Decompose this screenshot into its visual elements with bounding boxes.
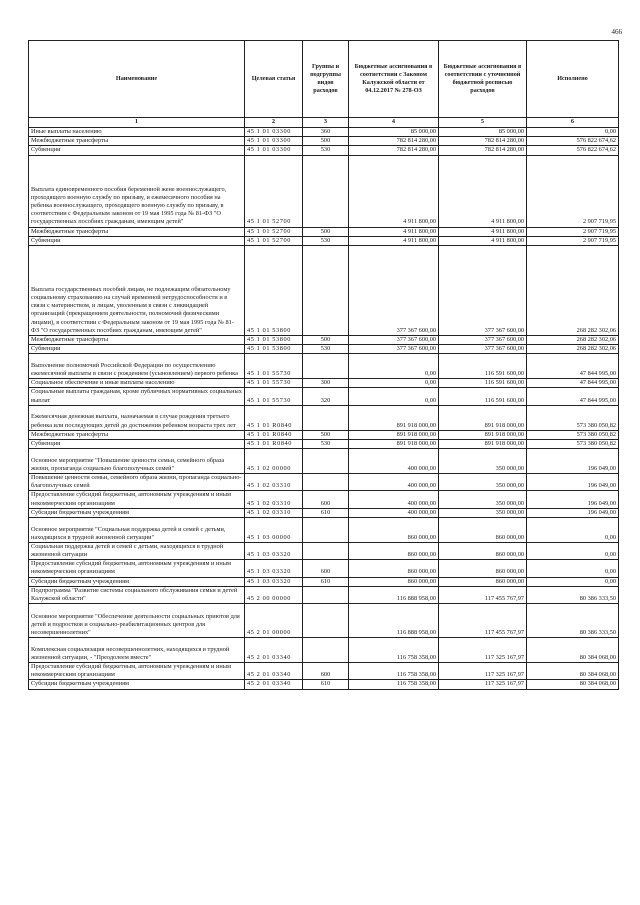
row-executed: 196 049,00 (527, 449, 619, 474)
row-expense-group (303, 604, 349, 638)
row-name: Выплата государственных пособий лицам, не подлежащим обязательному социальному страхованию на случай временной нетрудоспособности и в связи с материнством, и лицам, уволенным в связи с ликвидацией организаций (прекращением деятельности, полномочий физическими лицами), в соответствии с Федеральным законом от 19 мая 1995 года № 81-ФЗ "О государственных пособиях гражданам, имеющим детей" (29, 245, 245, 335)
row-name: Субсидии бюджетным учреждениям (29, 680, 245, 689)
row-roster-allocation: 891 918 000,00 (439, 430, 527, 439)
row-target-article: 45 1 01 R0840 (245, 430, 303, 439)
table-row (29, 449, 619, 474)
row-target-article: 45 1 02 03310 (245, 474, 303, 491)
table-row (29, 517, 619, 542)
row-target-article: 45 1 03 03320 (245, 560, 303, 577)
row-roster-allocation: 860 000,00 (439, 577, 527, 586)
row-roster-allocation: 350 000,00 (439, 491, 527, 508)
row-roster-allocation: 377 367 600,00 (439, 345, 527, 354)
row-roster-allocation: 860 000,00 (439, 542, 527, 559)
row-executed: 0,00 (527, 128, 619, 137)
row-law-allocation: 377 367 600,00 (349, 245, 439, 335)
row-roster-allocation: 377 367 600,00 (439, 245, 527, 335)
row-name: Выплата единовременного пособия беременной жене военнослужащего, проходящего военную службу по призыву, и ежемесячного пособия на ребенка военнослужащего, проходящего военную службу по призыву, в соответствии с Федеральным законом от 19 мая 1995 года № 81-ФЗ "О государственных пособиях гражданам, имеющим детей" (29, 155, 245, 227)
row-law-allocation: 116 758 358,00 (349, 663, 439, 680)
row-law-allocation: 860 000,00 (349, 577, 439, 586)
row-name: Социальное обеспечение и иные выплаты населению (29, 379, 245, 388)
row-law-allocation: 782 814 280,00 (349, 137, 439, 146)
row-name: Субсидии бюджетным учреждениям (29, 508, 245, 517)
row-name: Основное мероприятие "Обеспечение деятельности социальных приютов для детей и подростков и социально-реабилитационных центров для несовершеннолетних" (29, 604, 245, 638)
row-expense-group (303, 354, 349, 379)
column-number: 4 (349, 118, 439, 128)
table-row (29, 345, 619, 354)
row-target-article: 45 2 01 03340 (245, 638, 303, 663)
page-number: 466 (611, 28, 622, 36)
header-name: Наименование (29, 41, 245, 118)
row-target-article: 45 1 01 52700 (245, 236, 303, 245)
row-executed: 268 282 302,06 (527, 245, 619, 335)
row-expense-group: 530 (303, 146, 349, 155)
row-target-article: 45 1 01 R0840 (245, 439, 303, 448)
row-name: Межбюджетные трансферты (29, 430, 245, 439)
row-roster-allocation: 116 591 600,00 (439, 354, 527, 379)
row-roster-allocation: 4 911 800,00 (439, 236, 527, 245)
row-target-article: 45 1 03 03320 (245, 577, 303, 586)
row-name: Комплексная социализация несовершеннолетних, находящихся в трудной жизненной ситуации, - "Преодолеем вместе" (29, 638, 245, 663)
row-roster-allocation: 350 000,00 (439, 474, 527, 491)
row-expense-group: 360 (303, 128, 349, 137)
table-row (29, 560, 619, 577)
row-law-allocation: 400 000,00 (349, 491, 439, 508)
row-executed: 576 822 674,62 (527, 137, 619, 146)
row-name: Межбюджетные трансферты (29, 227, 245, 236)
row-expense-group (303, 449, 349, 474)
row-expense-group: 500 (303, 430, 349, 439)
row-executed: 47 844 995,00 (527, 388, 619, 405)
row-law-allocation: 891 918 000,00 (349, 405, 439, 430)
header-roster-allocation: Бюджетные ассигнования в соответствии с уточненной бюджетной росписью расходов (439, 41, 527, 118)
row-executed: 0,00 (527, 560, 619, 577)
row-roster-allocation: 891 918 000,00 (439, 439, 527, 448)
table-row (29, 405, 619, 430)
row-roster-allocation: 891 918 000,00 (439, 405, 527, 430)
row-expense-group: 610 (303, 680, 349, 689)
row-target-article: 45 1 01 R0840 (245, 405, 303, 430)
table-row (29, 335, 619, 344)
table-row (29, 146, 619, 155)
row-executed: 80 384 068,00 (527, 638, 619, 663)
row-law-allocation: 0,00 (349, 379, 439, 388)
row-target-article: 45 1 02 03310 (245, 491, 303, 508)
row-executed: 47 844 995,00 (527, 354, 619, 379)
row-executed: 0,00 (527, 517, 619, 542)
row-law-allocation: 116 758 358,00 (349, 680, 439, 689)
row-target-article: 45 1 01 03300 (245, 128, 303, 137)
row-roster-allocation: 116 591 600,00 (439, 379, 527, 388)
table-row (29, 638, 619, 663)
table-row (29, 439, 619, 448)
row-expense-group (303, 245, 349, 335)
row-target-article: 45 2 01 03340 (245, 680, 303, 689)
row-executed: 268 282 302,06 (527, 335, 619, 344)
row-law-allocation: 85 000,00 (349, 128, 439, 137)
row-target-article: 45 1 03 00000 (245, 517, 303, 542)
row-law-allocation: 116 758 358,00 (349, 638, 439, 663)
row-target-article: 45 1 01 53800 (245, 245, 303, 335)
row-law-allocation: 860 000,00 (349, 542, 439, 559)
row-target-article: 45 1 02 03310 (245, 508, 303, 517)
row-name: Субвенции (29, 345, 245, 354)
row-target-article: 45 1 01 53800 (245, 345, 303, 354)
row-roster-allocation: 377 367 600,00 (439, 335, 527, 344)
row-executed: 80 386 333,50 (527, 604, 619, 638)
row-executed: 576 822 674,62 (527, 146, 619, 155)
row-target-article: 45 2 01 03340 (245, 663, 303, 680)
row-expense-group (303, 474, 349, 491)
row-executed: 2 907 719,95 (527, 236, 619, 245)
table-row (29, 245, 619, 335)
row-target-article: 45 1 03 03320 (245, 542, 303, 559)
row-executed: 47 844 995,00 (527, 379, 619, 388)
row-executed: 80 384 068,00 (527, 663, 619, 680)
row-target-article: 45 1 01 55730 (245, 388, 303, 405)
row-name: Субвенции (29, 236, 245, 245)
header-expense-group: Группы и подгруппы видов расходов (303, 41, 349, 118)
row-roster-allocation: 117 325 167,97 (439, 680, 527, 689)
row-target-article: 45 1 01 52700 (245, 227, 303, 236)
row-expense-group: 320 (303, 388, 349, 405)
row-expense-group (303, 517, 349, 542)
row-expense-group: 500 (303, 137, 349, 146)
row-expense-group: 500 (303, 227, 349, 236)
row-law-allocation: 400 000,00 (349, 474, 439, 491)
table-row (29, 354, 619, 379)
row-executed: 0,00 (527, 577, 619, 586)
row-name: Иные выплаты населению (29, 128, 245, 137)
row-executed: 196 049,00 (527, 491, 619, 508)
row-target-article: 45 1 01 03300 (245, 146, 303, 155)
row-roster-allocation: 782 814 280,00 (439, 137, 527, 146)
row-name: Субсидии бюджетным учреждениям (29, 577, 245, 586)
row-name: Социальная поддержка детей и семей с детьми, находящихся в трудной жизненной ситуации (29, 542, 245, 559)
row-target-article: 45 1 01 55730 (245, 379, 303, 388)
row-name: Ежемесячная денежная выплата, назначаемая в случае рождения третьего ребенка или последующих детей до достижения ребенком возраста трех лет (29, 405, 245, 430)
row-target-article: 45 1 01 53800 (245, 335, 303, 344)
row-law-allocation: 4 911 800,00 (349, 227, 439, 236)
column-number: 1 (29, 118, 245, 128)
row-roster-allocation: 860 000,00 (439, 517, 527, 542)
row-roster-allocation: 117 455 767,97 (439, 604, 527, 638)
row-expense-group: 530 (303, 439, 349, 448)
row-executed: 0,00 (527, 542, 619, 559)
row-name: Субвенции (29, 439, 245, 448)
row-roster-allocation: 4 911 800,00 (439, 227, 527, 236)
row-law-allocation: 400 000,00 (349, 449, 439, 474)
table-row (29, 604, 619, 638)
row-law-allocation: 0,00 (349, 354, 439, 379)
table-row (29, 137, 619, 146)
row-law-allocation: 860 000,00 (349, 517, 439, 542)
row-target-article: 45 2 01 00000 (245, 604, 303, 638)
row-expense-group (303, 542, 349, 559)
table-row (29, 236, 619, 245)
row-name: Подпрограмма "Развитие системы социального обслуживания семьи и детей Калужской области" (29, 586, 245, 603)
row-name: Субвенции (29, 146, 245, 155)
row-expense-group (303, 405, 349, 430)
row-name: Социальные выплаты гражданам, кроме публичных нормативных социальных выплат (29, 388, 245, 405)
row-name: Выполнение полномочий Российской Федерации по осуществлению ежемесячной выплаты в связи с рождением (усыновлением) первого ребенка (29, 354, 245, 379)
column-number: 2 (245, 118, 303, 128)
row-target-article: 45 2 00 00000 (245, 586, 303, 603)
row-name: Межбюджетные трансферты (29, 137, 245, 146)
row-law-allocation: 377 367 600,00 (349, 335, 439, 344)
row-roster-allocation: 117 325 167,97 (439, 663, 527, 680)
row-expense-group: 600 (303, 491, 349, 508)
row-executed: 80 384 068,00 (527, 680, 619, 689)
row-expense-group: 300 (303, 379, 349, 388)
row-name: Межбюджетные трансферты (29, 335, 245, 344)
table-row (29, 663, 619, 680)
row-law-allocation: 4 911 800,00 (349, 155, 439, 227)
row-roster-allocation: 117 455 767,97 (439, 586, 527, 603)
row-roster-allocation: 117 325 167,97 (439, 638, 527, 663)
row-executed: 196 049,00 (527, 508, 619, 517)
row-law-allocation: 782 814 280,00 (349, 146, 439, 155)
row-target-article: 45 1 01 55730 (245, 354, 303, 379)
row-executed: 80 386 333,50 (527, 586, 619, 603)
row-expense-group (303, 638, 349, 663)
budget-table (28, 40, 619, 690)
table-row (29, 128, 619, 137)
table-row (29, 542, 619, 559)
row-law-allocation: 0,00 (349, 388, 439, 405)
header-executed: Исполнено (527, 41, 619, 118)
row-roster-allocation: 350 000,00 (439, 449, 527, 474)
row-law-allocation: 860 000,00 (349, 560, 439, 577)
row-law-allocation: 116 888 958,00 (349, 604, 439, 638)
row-roster-allocation: 860 000,00 (439, 560, 527, 577)
row-expense-group: 530 (303, 345, 349, 354)
column-number-row (29, 118, 619, 128)
row-law-allocation: 116 888 958,00 (349, 586, 439, 603)
table-row (29, 680, 619, 689)
row-law-allocation: 377 367 600,00 (349, 345, 439, 354)
table-row (29, 379, 619, 388)
row-law-allocation: 400 000,00 (349, 508, 439, 517)
table-row (29, 508, 619, 517)
column-number: 6 (527, 118, 619, 128)
row-executed: 268 282 302,06 (527, 345, 619, 354)
row-target-article: 45 1 01 52700 (245, 155, 303, 227)
row-name: Основное мероприятие "Социальная поддержка детей и семей с детьми, находящихся в трудной жизненной ситуации" (29, 517, 245, 542)
row-executed: 196 049,00 (527, 474, 619, 491)
row-target-article: 45 1 02 00000 (245, 449, 303, 474)
row-expense-group (303, 586, 349, 603)
row-executed: 2 907 719,95 (527, 227, 619, 236)
header-law-allocation: Бюджетные ассигнования в соответствии с Законом Калужской области от 04.12.2017 № 278-ОЗ (349, 41, 439, 118)
row-expense-group: 500 (303, 335, 349, 344)
row-expense-group: 600 (303, 560, 349, 577)
row-law-allocation: 891 918 000,00 (349, 439, 439, 448)
row-roster-allocation: 350 000,00 (439, 508, 527, 517)
table-row (29, 430, 619, 439)
row-name: Предоставление субсидий бюджетным, автономным учреждениям и иным некоммерческим организациям (29, 663, 245, 680)
row-executed: 2 907 719,95 (527, 155, 619, 227)
table-row (29, 227, 619, 236)
row-roster-allocation: 4 911 800,00 (439, 155, 527, 227)
row-roster-allocation: 116 591 600,00 (439, 388, 527, 405)
row-expense-group: 610 (303, 577, 349, 586)
header-row (29, 41, 619, 118)
row-name: Повышение ценности семьи, семейного образа жизни, пропаганда социально-благополучных семей (29, 474, 245, 491)
row-executed: 573 380 050,82 (527, 439, 619, 448)
row-law-allocation: 891 918 000,00 (349, 430, 439, 439)
row-name: Основное мероприятие "Повышение ценности семьи, семейного образа жизни, пропаганда социально благополучных семей" (29, 449, 245, 474)
row-expense-group (303, 155, 349, 227)
row-expense-group: 530 (303, 236, 349, 245)
table-row (29, 577, 619, 586)
row-executed: 573 380 050,82 (527, 405, 619, 430)
table-row (29, 388, 619, 405)
column-number: 5 (439, 118, 527, 128)
row-expense-group: 600 (303, 663, 349, 680)
row-roster-allocation: 782 814 280,00 (439, 146, 527, 155)
table-row (29, 491, 619, 508)
column-number: 3 (303, 118, 349, 128)
row-expense-group: 610 (303, 508, 349, 517)
table-row (29, 155, 619, 227)
table-row (29, 474, 619, 491)
row-executed: 573 380 050,82 (527, 430, 619, 439)
row-name: Предоставление субсидий бюджетным, автономным учреждениям и иным некоммерческим организациям (29, 491, 245, 508)
header-target-article: Целевая статья (245, 41, 303, 118)
table-row (29, 586, 619, 603)
row-target-article: 45 1 01 03300 (245, 137, 303, 146)
row-law-allocation: 4 911 800,00 (349, 236, 439, 245)
row-roster-allocation: 85 000,00 (439, 128, 527, 137)
row-name: Предоставление субсидий бюджетным, автономным учреждениям и иным некоммерческим организациям (29, 560, 245, 577)
